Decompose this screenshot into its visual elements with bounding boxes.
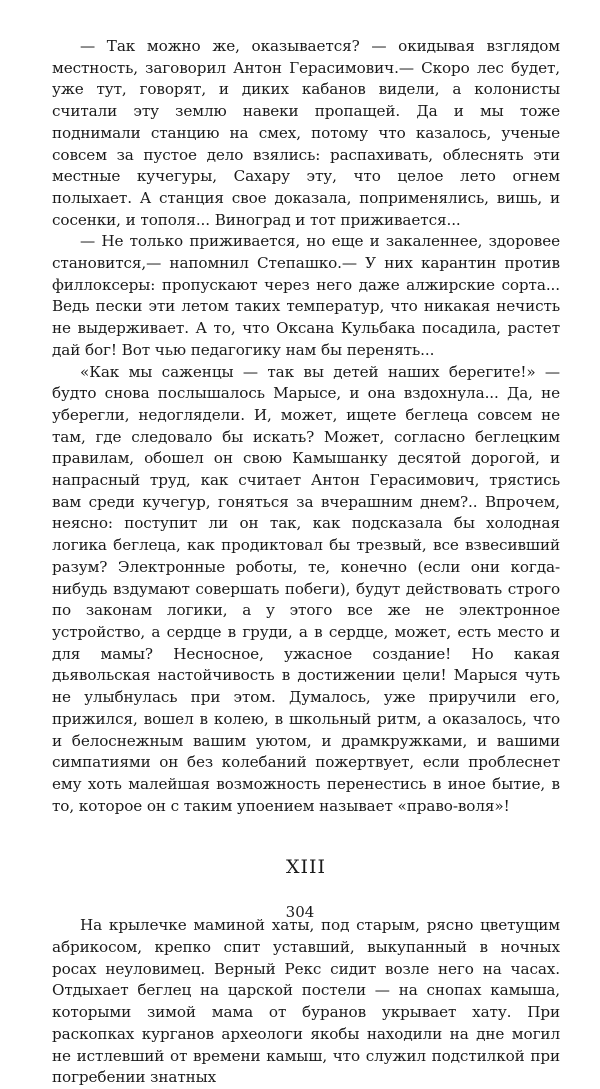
paragraph-1: — Так можно же, оказывается? — окидывая взглядом местность, заговорил Антон Герасимович.— Скоро лес будет, уже тут, говорят, и диких кабанов видели, а колонисты считали эту землю навеки пропащей. Да и мы тоже поднимали станцию на смех, потому что казалось, ученые совсем за пустое дело взялись: распахивать, облеснять эти местные кучегуры, Сахару эту, что целое лето огнем полыхает. А станция свое доказала, поприменялись, вишь, и сосенки, и тополя... Виноград и тот приживается... xyxy=(52,37,560,229)
page-body xyxy=(52,36,560,1089)
paragraph-3: «Как мы саженцы — так вы детей наших берегите!» — будто снова послышалось Марысе, и она вздохнула... Да, не уберегли, недоглядели. И, может, ищете беглеца совсем не там, где следовало бы искать? Может, согласно беглецким правилам, обошел он свою Камышанку десятой дорогой, и напрасный труд, как считает Антон Герасимович, трястись вам среди кучегур, гоняться за вчерашним днем?.. Впрочем, неясно: поступит ли он так, как подсказала бы холодная логика беглеца, как продиктовал бы трезвый, все взвесивший разум? Электронные роботы, те, конечно (если они когда-нибудь вздумают совершать побеги), будут действовать строго по законам логики, а у этого все же не электронное устройство, а сердце в груди, а в сердце, может, есть место и для мамы? Несносное, ужасное создание! Но какая дьявольская настойчивость в достижении цели! Марыся чуть не улыбнулась при этом. Думалось, уже приручили его, прижился, вошел в колею, в школьный ритм, а оказалось, что и белоснежным вашим уютом, и драмкружками, и вашими симпатиями он без колебаний пожертвует, если проблеснет ему хоть малейшая возможность перенестись в иное бытие, в то, которое он с таким упоением называет «право-воля»! xyxy=(52,362,560,815)
chapter-heading: XIII xyxy=(285,856,327,879)
page-number: 304 xyxy=(285,903,315,921)
paragraph-2: — Не только приживается, но еще и закаленнее, здоровее становится,— напомнил Степашко.— У них карантин против филлоксеры: пропускают через него даже алжирские сорта... Ведь пески эти летом таких температур, что никакая нечисть не выдерживает. А то, что Оксана Кульбака посадила, растет дай бог! Вот чью педагогику нам бы перенять... xyxy=(52,232,560,359)
paragraph-4: На крылечке маминой хаты, под старым, рясно цветущим абрикосом, крепко спит уставший, выкупанный в ночных росах неуловимец. Верный Рекс сидит возле него на часах. Отдыхает беглец на царской постели — на снопах камыша, которыми зимой мама от буранов укрывает хату. При раскопках курганов археологи якобы находили на дне могил не истлевший от времени камыш, что служил подстилкой при погребении знатных xyxy=(52,916,560,1087)
